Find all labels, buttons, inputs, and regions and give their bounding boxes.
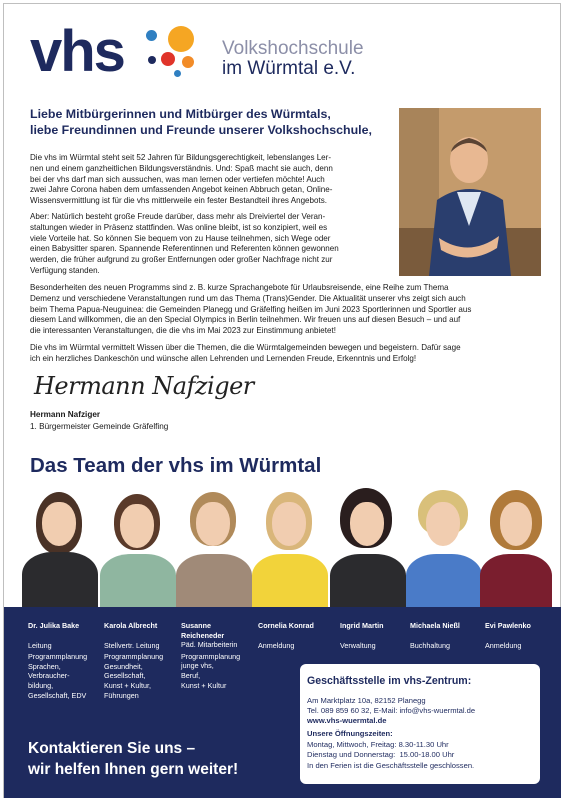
text-line: nen und einem ganzheitlichen Bildungsverständnis. Und: Spaß macht sie auch, denn: [30, 163, 333, 173]
org-title-line2: im Würmtal e.V.: [222, 58, 356, 79]
text-line: zwei Jahre Corona haben dem umfassenden Angebot keinen Abbruch getan, Online-: [30, 185, 333, 195]
team-member-2: [104, 621, 174, 700]
text-line: viele Vorteile hat. So können Sie bequem von zu Hause teilnehmen, sich Wege oder: [30, 233, 331, 243]
member-name: Ingrid Martin: [340, 621, 384, 630]
text-line: Verfügung standen.: [30, 265, 100, 275]
member-detail: bildung,: [28, 680, 54, 690]
office-info-box: [300, 664, 540, 784]
member-role: Leitung: [28, 640, 52, 650]
team-portrait-2: [98, 484, 178, 608]
text-line: Demenz und verschiedene Veranstaltungen rund um das Thema (Trans)Gender. Die Aktualität unserer vhs zeigt sich auch: [30, 293, 466, 303]
member-detail: Sprachen,: [28, 661, 61, 671]
office-phone-email[interactable]: Tel. 089 859 60 32, E-Mail: info@vhs-wuermtal.de: [307, 706, 476, 715]
signer-name: Hermann Nafziger: [30, 410, 101, 419]
member-detail: Programmplanung: [181, 651, 241, 661]
contact-line2: wir helfen Ihnen gern weiter!: [28, 761, 239, 778]
team-portrait-1: [20, 484, 100, 608]
member-role: Stellvertr. Leitung: [104, 640, 160, 650]
letter-paragraph-3: [30, 283, 545, 337]
text-line: diesem Land willkommen, die an den Special Olympics in Berlin teilnehmen. Wir freuen uns auf diesen Besuch – und auf: [30, 315, 461, 325]
team-portrait-5: [326, 484, 410, 608]
greeting-line2: liebe Freundinnen und Freunde unserer Volkshochschule,: [30, 123, 372, 137]
handwritten-signature: Hermann Nafziger: [34, 372, 254, 400]
member-name: Dr. Julika Bake: [28, 621, 80, 630]
text-line: ich ein herzliches Dankeschön und wünsche allen Lehrenden und Lernenden Freude, Erkenntnis und Erfolg!: [30, 353, 417, 363]
team-portrait-7: [478, 484, 554, 608]
hours-line1: Montag, Mittwoch, Freitag: 8.30-11.30 Uhr: [307, 740, 449, 749]
office-address: Am Marktplatz 10a, 82152 Planegg: [307, 696, 426, 705]
team-portrait-3: [174, 484, 254, 608]
text-line: einen Babysitter sparen. Spannende Referentinnen und Referenten können gewonnen: [30, 244, 339, 254]
text-line: Die vhs im Würmtal steht seit 52 Jahren für Bildungsgerechtigkeit, lebenslanges Ler-: [30, 153, 332, 162]
member-detail: Kunst + Kultur: [181, 680, 227, 690]
member-detail: Kunst + Kultur,: [104, 680, 151, 690]
team-photo-strip: [14, 484, 552, 608]
logo-dot-blue: [146, 30, 157, 41]
office-heading: Geschäftsstelle im vhs-Zentrum:: [307, 675, 472, 687]
mayor-portrait: [399, 108, 541, 276]
team-member-7: [485, 621, 547, 650]
member-detail: Programmplanung: [28, 652, 88, 662]
member-role: Anmeldung: [258, 640, 295, 650]
member-role: Anmeldung: [485, 640, 522, 650]
mayor-portrait-illustration: [399, 108, 541, 276]
member-name: Cornelia Konrad: [258, 621, 314, 630]
logo-dot-navy: [148, 56, 156, 64]
member-role: Buchhaltung: [410, 640, 450, 650]
office-website-link[interactable]: www.vhs-wuermtal.de: [307, 716, 387, 725]
text-line: die interessanten Veranstaltungen, die die vhs im Mai 2023 zur Einstimmung anbietet!: [30, 326, 336, 336]
text-line: bei der vhs darf man sich aussuchen, was man lernen oder vertiefen möchte! Auch: [30, 174, 325, 184]
member-detail: Beruf,: [181, 670, 201, 680]
contact-call-to-action: [28, 738, 238, 780]
letter-paragraph-2: [30, 212, 392, 277]
signer-role: 1. Bürgermeister Gemeinde Gräfelfing: [30, 422, 169, 431]
team-member-1: [28, 621, 98, 700]
contact-line1: Kontaktieren Sie uns –: [28, 740, 196, 757]
logo-dot-orange-small: [182, 56, 194, 68]
member-role: Päd. Mitarbeiterin: [181, 640, 238, 650]
member-detail: Führungen: [104, 690, 139, 700]
hours-line3: In den Ferien ist die Geschäftsstelle geschlossen.: [307, 761, 475, 770]
member-role: Verwaltung: [340, 640, 376, 650]
logo-dot-orange-large: [168, 26, 194, 52]
team-portrait-4: [250, 484, 330, 608]
text-line: werden, die früher aufgrund zu großer Entfernungen oder großer Nachfrage nicht zur: [30, 255, 333, 265]
letter-paragraph-4: [30, 343, 545, 365]
hours-line2: Dienstag und Donnerstag: 15.00-18.00 Uhr: [307, 750, 455, 759]
greeting-line1: Liebe Mitbürgerinnen und Mitbürger des Würmtals,: [30, 107, 331, 121]
logo-wordmark: vhs: [30, 19, 124, 84]
member-name: Evi Pawlenko: [485, 621, 531, 630]
member-detail: Gesellschaft,: [104, 671, 146, 681]
letter-paragraph-1: [30, 153, 390, 207]
hours-heading: Unsere Öffnungszeiten:: [307, 729, 393, 738]
member-detail: Gesellschaft, EDV: [28, 690, 87, 700]
text-line: beim Thema Papua-Neuguinea: die Gemeinden Planegg und Gräfelfing heißen im Juni 2023 Sportlerinnen und Sportler aus: [30, 304, 472, 314]
member-name: Michaela Nießl: [410, 621, 460, 630]
member-name: Karola Albrecht: [104, 621, 158, 630]
text-line: Aber: Natürlich besteht große Freude darüber, dass mehr als Dreiviertel der Veran-: [30, 212, 326, 221]
member-detail: junge vhs,: [181, 661, 214, 671]
team-member-4: [258, 621, 330, 650]
member-name: Susanne Reicheneder: [181, 621, 225, 640]
member-detail: Gesundheit,: [104, 661, 143, 671]
text-line: Besonderheiten des neuen Programms sind z. B. kurze Sprachangebote für Urlaubsreisende, eine Reihe zum Thema: [30, 283, 449, 292]
member-detail: Verbraucher-: [28, 671, 70, 681]
team-member-3: [181, 621, 253, 690]
greeting-heading: [30, 106, 390, 138]
logo-dot-blue-small: [174, 70, 181, 77]
org-title-line1: Volkshochschule: [222, 38, 364, 59]
text-line: staltungen wieder in Präsenz stattfinden. Was online bleibt, ist so konzipiert, weil es: [30, 222, 328, 232]
text-line: Die vhs im Würmtal vermittelt Wissen über die Themen, die die Würmtalgemeinden bewegen und begeistern. Dafür sage: [30, 343, 461, 352]
text-line: Wissensvermittlung ist für die vhs mittlerweile ein fester Bestandteil ihres Angebots.: [30, 196, 327, 206]
team-member-5: [340, 621, 406, 650]
logo-dot-red: [161, 52, 175, 66]
member-detail: Programmplanung: [104, 652, 164, 662]
team-member-6: [410, 621, 476, 650]
team-portrait-6: [404, 484, 484, 608]
team-heading: Das Team der vhs im Würmtal: [30, 454, 322, 477]
